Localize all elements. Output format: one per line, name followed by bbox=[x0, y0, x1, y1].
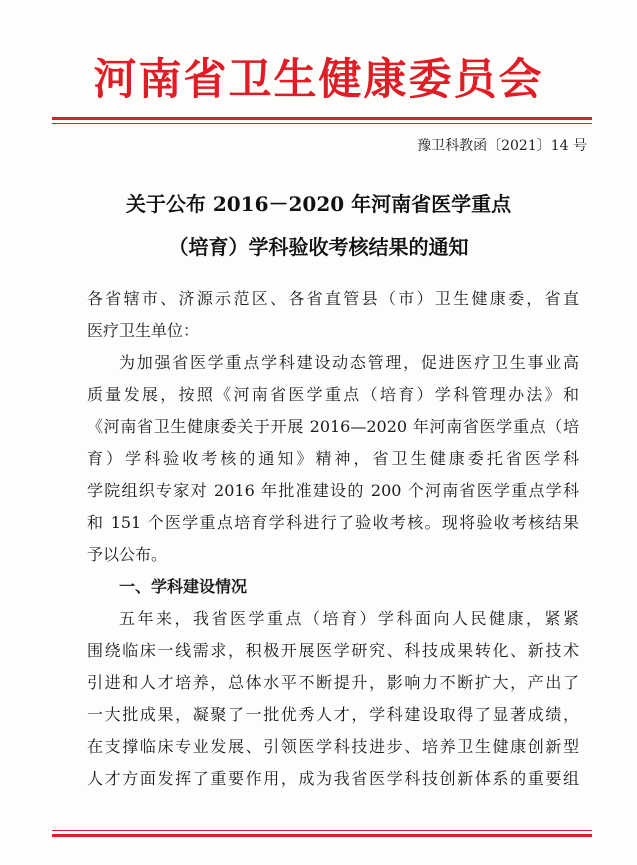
paragraph-line: 一大批成果，凝聚了一批优秀人才，学科建设取得了显著成绩， bbox=[87, 705, 579, 724]
paragraph-line: 予以公布。 bbox=[87, 545, 168, 564]
paragraph-line: 五年来，我省医学重点（培育）学科面向人民健康，紧紧 bbox=[119, 609, 579, 628]
section-heading: 一、学科建设情况 bbox=[119, 577, 248, 596]
footer-rule-thin bbox=[52, 830, 592, 831]
document-title-line-2: （培育）学科验收考核结果的通知 bbox=[168, 235, 469, 259]
paragraph-line: 在支撑临床专业发展、引领医学科技进步、培养卫生健康创新型 bbox=[87, 737, 579, 756]
paragraph-line: 《河南省卫生健康委关于开展 2016—2020 年河南省医学重点（培 bbox=[87, 417, 579, 436]
salutation-line: 各省辖市、济源示范区、各省直管县（市）卫生健康委，省直 bbox=[87, 289, 579, 308]
document-body bbox=[87, 283, 579, 795]
footer-rule-thick bbox=[52, 834, 592, 837]
paragraph-line: 围绕临床一线需求，积极开展医学研究、科技成果转化、新技术 bbox=[87, 641, 579, 660]
letterhead-rule-thick bbox=[52, 117, 592, 120]
paragraph-line: 质量发展，按照《河南省医学重点（培育）学科管理办法》和 bbox=[87, 385, 579, 404]
paragraph-line: 和 151 个医学重点培育学科进行了验收考核。现将验收考核结果 bbox=[87, 513, 579, 532]
paragraph-line: 育）学科验收考核的通知》精神，省卫生健康委托省医学科 bbox=[87, 449, 579, 468]
salutation-line: 医疗卫生单位： bbox=[87, 321, 200, 340]
paragraph-line: 人才方面发挥了重要作用，成为我省医学科技创新体系的重要组 bbox=[87, 769, 579, 788]
letterhead-org-name: 河南省卫生健康委员会 bbox=[93, 55, 544, 105]
document-number: 豫卫科教函〔2021〕14 号 bbox=[417, 138, 587, 154]
paragraph-line: 学院组织专家对 2016 年批准建设的 200 个河南省医学重点学科 bbox=[87, 481, 579, 500]
paragraph-line: 为加强省医学重点学科建设动态管理，促进医疗卫生事业高 bbox=[119, 353, 579, 372]
letterhead-rule-thin bbox=[52, 123, 592, 124]
document-title-line-1: 关于公布 2016－2020 年河南省医学重点 bbox=[125, 192, 512, 216]
paragraph-line: 引进和人才培养，总体水平不断提升，影响力不断扩大，产出了 bbox=[87, 673, 579, 692]
